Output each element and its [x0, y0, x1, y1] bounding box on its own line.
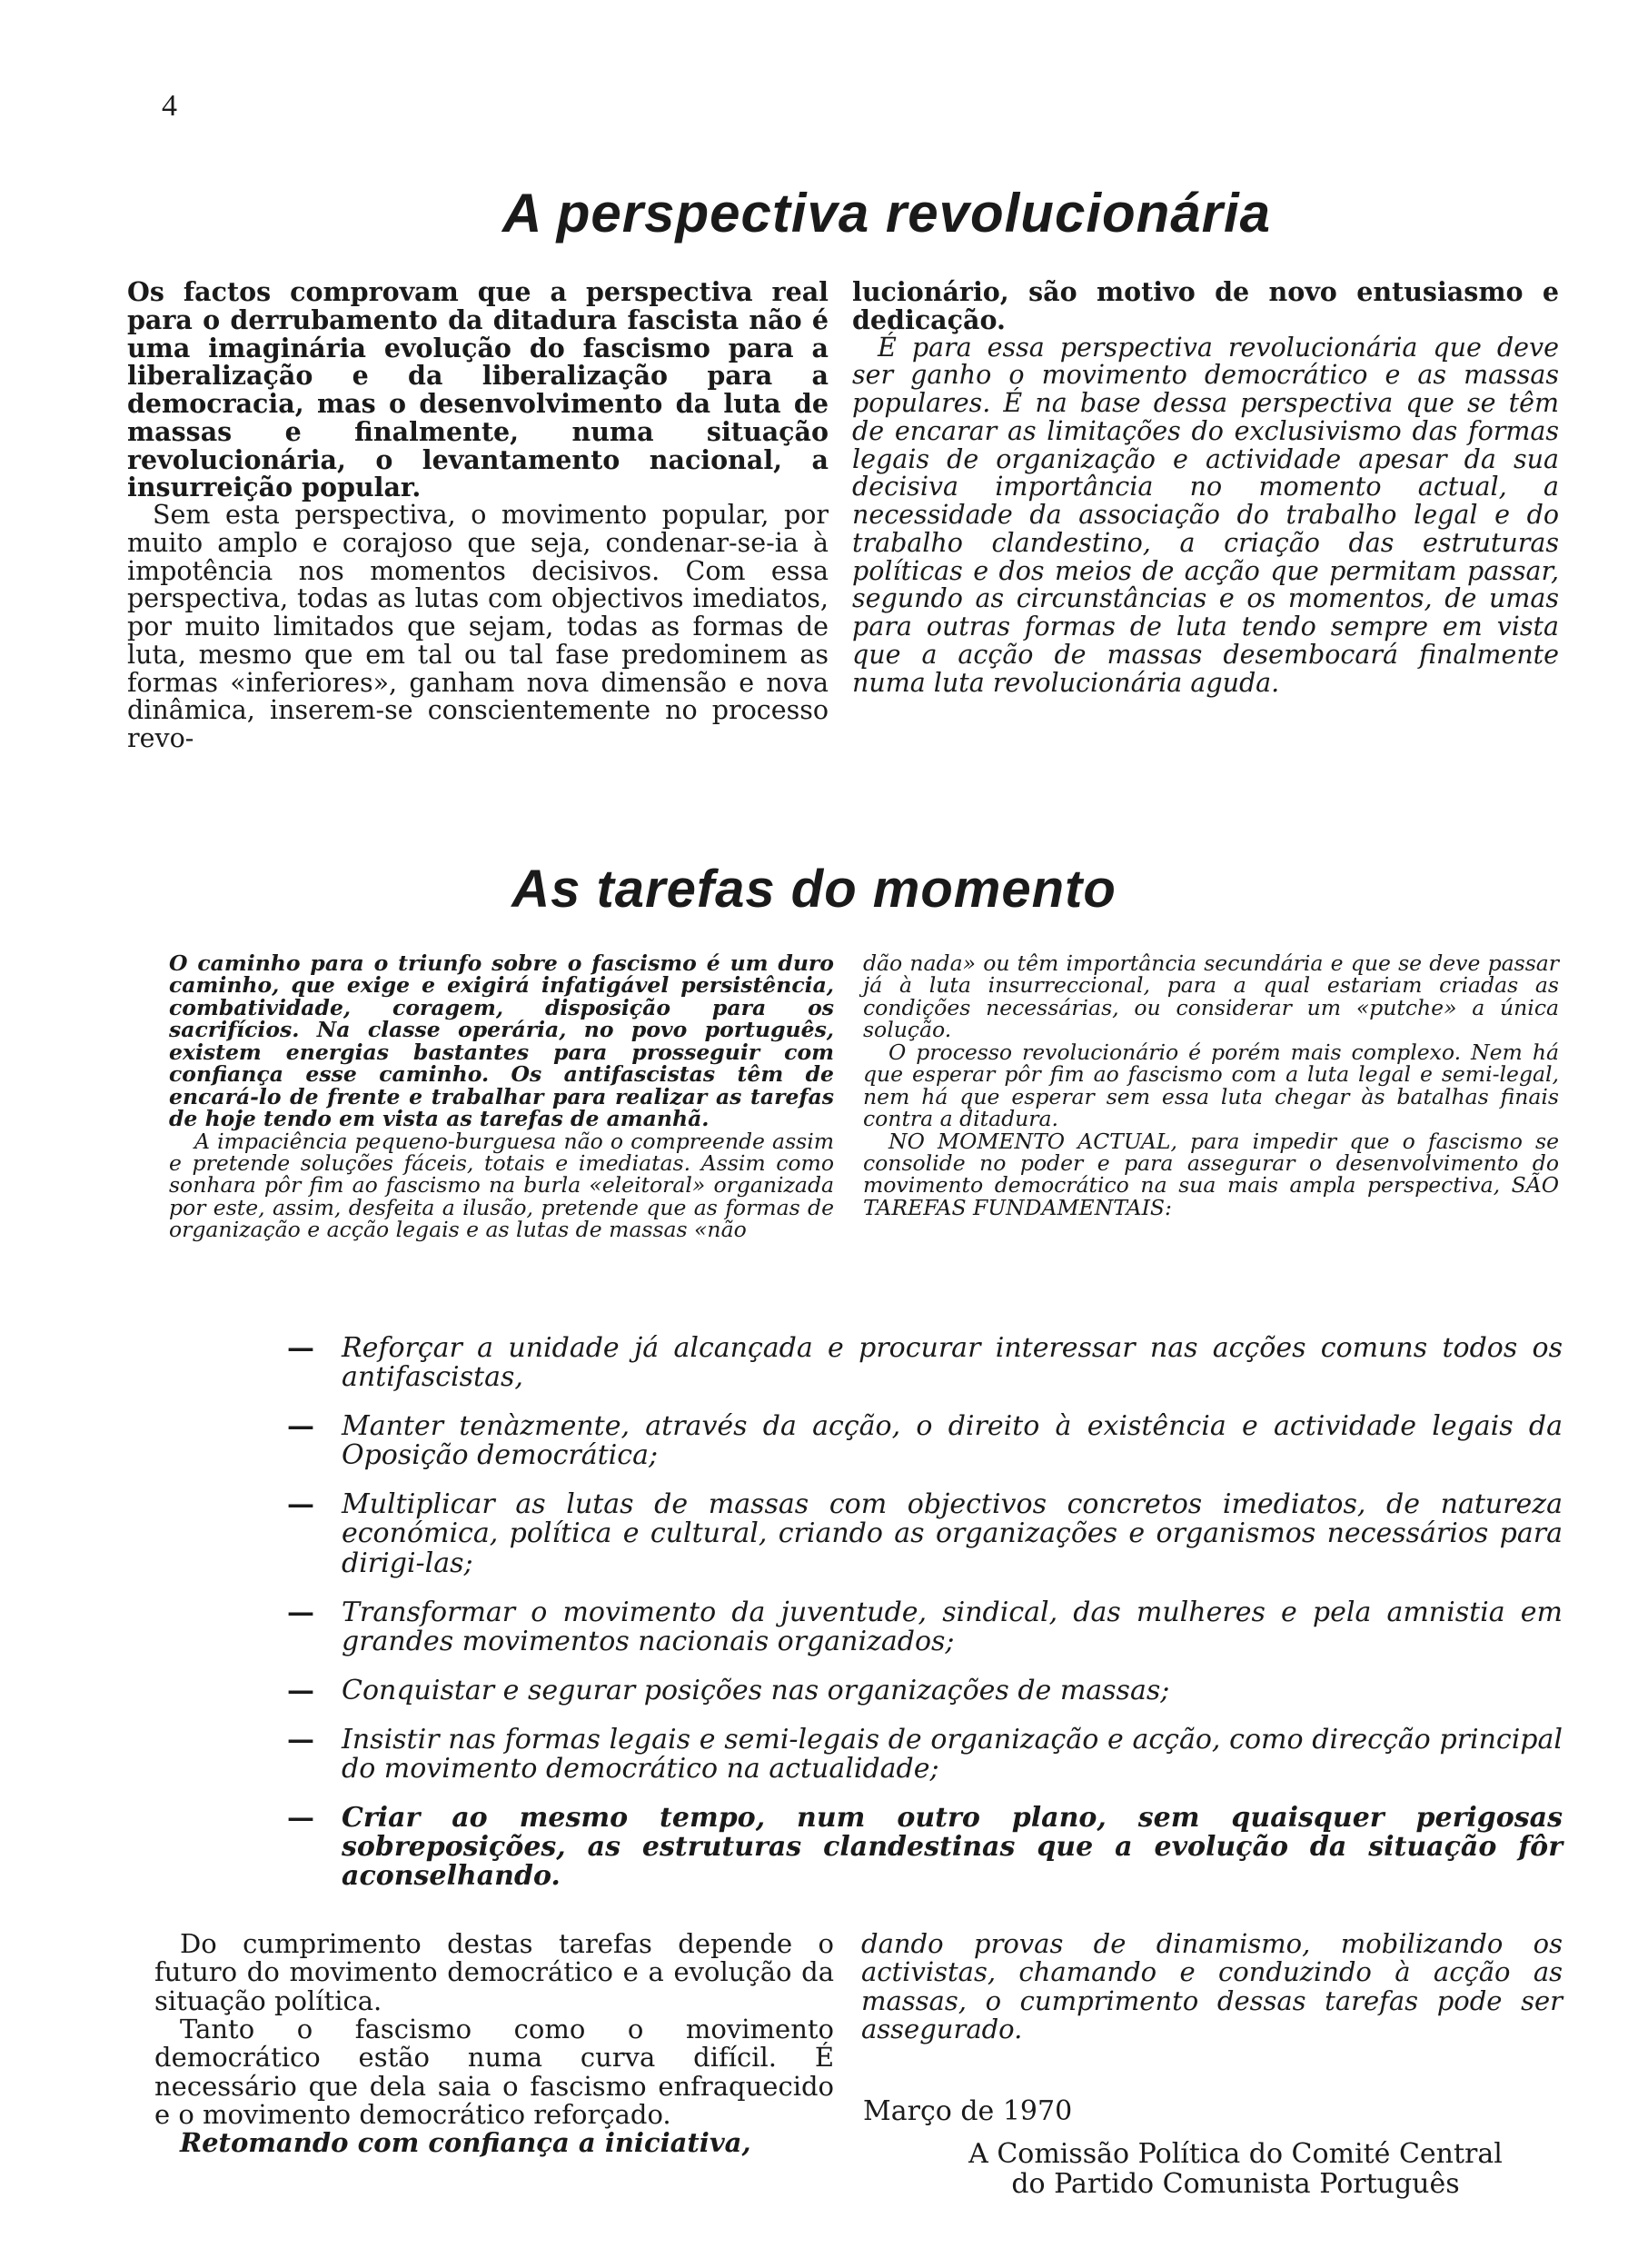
task-item [287, 1332, 1563, 1394]
section-title-tasks-of-the-moment: As tarefas do momento [511, 860, 1117, 919]
section3-paragraph: Retomando com confiança a iniciativa, [180, 2127, 751, 2159]
section3-paragraph: Do cumprimento destas tarefas depende o futuro do movimento democrático e a evolução da situação política. [154, 1928, 834, 2016]
section1-left-column [127, 278, 829, 753]
dash-bullet: — [287, 1488, 314, 1521]
task-item [287, 1410, 1563, 1472]
dash-bullet: — [287, 1723, 314, 1756]
document-date: Março de 1970 [863, 2095, 1073, 2127]
page-number: 4 [162, 89, 177, 123]
section3-paragraph: dando provas de dinamismo, mobilizando os activistas, chamando e conduzindo à acção as massas, o cumprimento dessas tarefas pode ser assegurado. [861, 1928, 1563, 2044]
section1-paragraph: Sem esta perspectiva, o movimento popular, por muito amplo e corajoso que seja, condenar-se-ia à impotência nos momentos decisivos. Com essa perspectiva, todas as lutas com objectivos imediatos, por muito limitados que sejam, todas as formas de luta, mesmo que em tal ou tal fase predominem as formas «inferiores», ganham nova dimensão e nova dinâmica, inserem-se conscientemente no processo revo- [127, 500, 829, 754]
fundamental-tasks-list [287, 1332, 1563, 1911]
section1-paragraph: É para essa perspectiva revolucionária que deve ser ganho o movimento democrático e as massas populares. É na base dessa perspectiva que se têm de encarar as limitações do exclusivismo das formas legais de organização e actividade apesar da sua decisiva importância no momento actual, a necessidade da associação do trabalho legal e do trabalho clandestino, a criação das estruturas políticas e dos meios de acção que permitam passar, segundo as circunstâncias e os momentos, de umas para outras formas de luta tendo sempre em vista que a acção de massas desembocará finalmente numa luta revolucionária aguda. [852, 332, 1559, 698]
task-item [287, 1802, 1563, 1893]
dash-bullet: — [287, 1410, 314, 1443]
signature-line: A Comissão Política do Comité Central [968, 2138, 1503, 2170]
task-text: Insistir nas formas legais e semi-legais de organização e acção, como direcção principal do movimento democrático na actualidade; [342, 1723, 1563, 1786]
section2-right-column [863, 952, 1559, 1219]
task-item [287, 1596, 1563, 1657]
task-text: Reforçar a unidade já alcançada e procurar interessar nas acções comuns todos os antifascistas, [342, 1332, 1563, 1394]
section2-paragraph: O caminho para o triunfo sobre o fascismo é um duro caminho, que exige e exigirá infatigável persistência, combatividade, coragem, disposição para os sacrifícios. Na classe operária, no povo português, existem energias bastantes para prosseguir com confiança esse caminho. Os antifascistas têm de encará-lo de frente e trabalhar para realizar as tarefas de hoje tendo em vista as tarefas de amanhã. [169, 950, 834, 1132]
dash-bullet: — [287, 1802, 314, 1835]
dash-bullet: — [287, 1674, 314, 1706]
dash-bullet: — [287, 1596, 314, 1628]
section2-paragraph: NO MOMENTO ACTUAL, para impedir que o fascismo se consolide no poder e para assegurar o desenvolvimento do movimento democrático na sua mais ampla perspectiva, SÃO TAREFAS FUNDAMENTAIS: [863, 1128, 1559, 1220]
section2-left-column [169, 952, 834, 1241]
section1-paragraph: lucionário, são motivo de novo entusiasmo e dedicação. [852, 276, 1559, 335]
task-text: Criar ao mesmo tempo, num outro plano, sem quaisquer perigosas sobreposições, as estruturas clandestinas que a evolução da situação fôr aconselhando. [342, 1802, 1563, 1893]
section2-paragraph: dão nada» ou têm importância secundária e que se deve passar já à luta insurreccional, para a qual estariam criadas as condições necessárias, ou considerar um «putche» a única solução. [863, 950, 1559, 1043]
task-text: Conquistar e segurar posições nas organizações de massas; [342, 1674, 1170, 1706]
section2-paragraph: A impaciência pequeno-burguesa não o compreende assim e pretende soluções fáceis, totais e imediatas. Assim como sonhara pôr fim ao fascismo na burla «eleitoral» organizada por este, assim, desfeita a ilusão, pretende que as formas de organização e acção legais e as lutas de massas «não [169, 1128, 834, 1243]
task-text: Transformar o movimento da juventude, sindical, das mulheres e pela amnistia em grandes movimentos nacionais organizados; [342, 1596, 1563, 1657]
signature-block [908, 2139, 1563, 2199]
signature-line: do Partido Comunista Português [1011, 2168, 1460, 2200]
task-text: Manter tenàzmente, através da acção, o direito à existência e actividade legais da Oposição democrática; [342, 1410, 1563, 1472]
section3-left-column [154, 1930, 834, 2158]
task-item [287, 1488, 1563, 1579]
section1-paragraph: Os factos comprovam que a perspectiva real para o derrubamento da ditadura fascista não é uma imaginária evolução do fascismo para a liberalização e da liberalização para a democracia, mas o desenvolvimento da luta de massas e finalmente, numa situação revolucionária, o levantamento nacional, a insurreição popular. [127, 276, 829, 503]
task-item [287, 1723, 1563, 1786]
section-title-revolutionary-perspective: A perspectiva revolucionária [501, 183, 1272, 244]
section2-paragraph: O processo revolucionário é porém mais complexo. Nem há que esperar pôr fim ao fascismo com a luta legal e semi-legal, nem há que esperar sem essa luta chegar às batalhas finais contra a ditadura. [863, 1039, 1559, 1132]
section3-right-column [861, 1930, 1563, 2044]
section1-right-column [852, 278, 1559, 697]
section3-paragraph: Tanto o fascismo como o movimento democrático estão numa curva difícil. É necessário que dela saia o fascismo enfraquecido e o movimento democrático reforçado. [154, 2013, 834, 2130]
task-item [287, 1674, 1563, 1706]
dash-bullet: — [287, 1332, 314, 1364]
task-text: Multiplicar as lutas de massas com objectivos concretos imediatos, de natureza económica, política e cultural, criando as organizações e organismos necessários para dirigi-las; [342, 1488, 1563, 1579]
